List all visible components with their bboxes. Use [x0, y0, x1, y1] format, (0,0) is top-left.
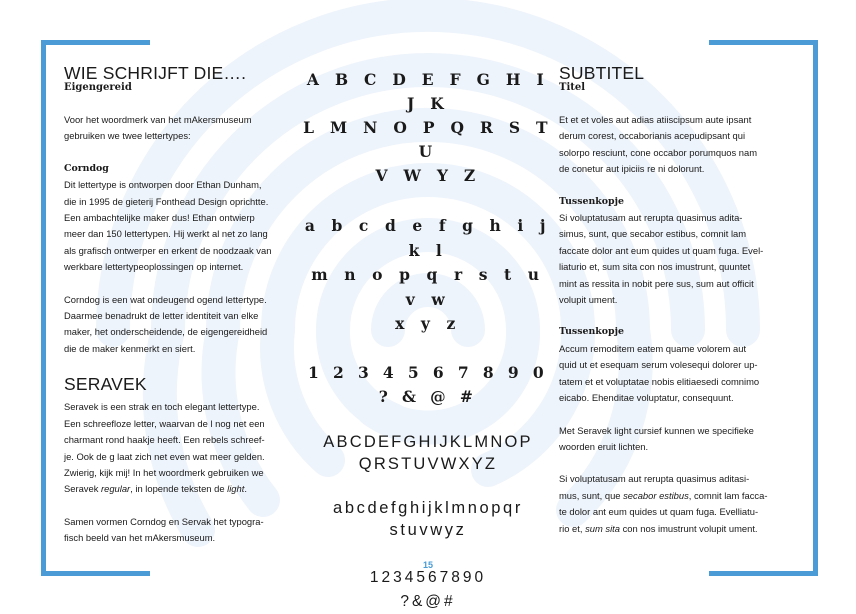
- italic-secabor: secabor estibus: [623, 489, 689, 501]
- type-specimen-column: [300, 68, 556, 614]
- corndog-lowercase-specimen: a b c d e f g h i j k l m n o p q r s t u v w x y z: [304, 216, 552, 333]
- corndog-uppercase-specimen: A B C D E F G H I J K L M N O P Q R S T U V W Y Z: [303, 70, 553, 185]
- seravek-uppercase-specimen: ABCDEFGHIJKLMNOP QRSTUVWXYZ: [323, 432, 533, 473]
- tussenkopje-heading: Tussenkopje: [559, 195, 624, 207]
- section2-line: quid ut et esequam serum volesequi dolorer up-: [559, 359, 758, 371]
- seravek-heading: SERAVEK: [64, 374, 147, 395]
- section1-line: faccate dolor ant eum quides ut quam fuga. Evel-: [559, 244, 764, 256]
- left-column: [64, 64, 300, 547]
- corndog-line: werkbare lettertypeoplossingen op internet.: [64, 261, 244, 273]
- corndog-line: maker, het onderscheidende, de eigengereidheid: [64, 326, 268, 338]
- seravek-line: je. Ook de g laat zich net even wat meer gelden.: [64, 450, 265, 462]
- right-column: [559, 64, 795, 537]
- section1-line: Si voluptatusam aut rerupta quasimus adita-: [559, 212, 743, 224]
- intro-line: de conetur aut ipiciis re ni dolorunt.: [559, 163, 705, 175]
- corndog-line: die in 1995 de gieterij Fonthead Design oprichtte.: [64, 195, 269, 207]
- left-subtitle: Eigengereid: [64, 82, 132, 93]
- corndog-line: Een ambachtelijke maker dus! Ethan ontwierp: [64, 212, 255, 224]
- last-line: mus, sunt, que secabor estibus, comnit lam facca-: [559, 489, 768, 501]
- section1-line: mint as ressita in nobit pere sus, sum aut officit: [559, 277, 754, 289]
- right-subtitle: Titel: [559, 82, 586, 93]
- corndog-digits-specimen: 1 2 3 4 5 6 7 8 9 0 ? & @ #: [307, 362, 548, 406]
- corndog-line: Dit lettertype is ontworpen door Ethan Dunham,: [64, 179, 262, 191]
- last-line: rio et, sum sita con nos imustrunt volupit ument.: [559, 522, 758, 534]
- section2-line: Accum remoditem eatem quame volorem aut: [559, 342, 747, 354]
- left-title: WIE SCHRIJFT DIE….: [64, 63, 247, 83]
- corndog-line: Daarmee benadrukt de letter identiteit van elke: [64, 310, 259, 322]
- corndog-line: meer dan 150 lettertypen. Hij werkt al net zo lang: [64, 228, 268, 240]
- italic-light: light: [227, 483, 245, 495]
- italic-regular: regular: [101, 483, 131, 495]
- page-number: 15: [422, 560, 433, 570]
- intro-line: Et et et voles aut adias atiiscipsum aute ipsant: [559, 114, 752, 125]
- seravek-digits-specimen: 1234567890 ?&@#: [369, 568, 487, 610]
- section2-line: eicabo. Ehenditae voluptatur, consequunt.: [559, 392, 734, 404]
- section1-line: liaturio et, sum sita con nos imustrunt, quuntet: [559, 261, 751, 273]
- corndog-heading: Corndog: [64, 162, 109, 174]
- seravek-line: Seravek is een strak en toch elegant lettertype.: [64, 401, 260, 413]
- closing-line: Samen vormen Corndog en Servak het typogra-: [64, 515, 264, 527]
- intro-line: derum corest, occaborianis acepudipsant qui: [559, 130, 746, 142]
- corndog-line: als grafisch ontwerper en erkent de noodzaak van: [64, 244, 272, 256]
- section2-line: tatem et et voluptatae nobis elitiaesedi comnimo: [559, 375, 760, 387]
- italic-note-line: Met Seravek light cursief kunnen we specifieke: [559, 424, 754, 436]
- seravek-line-last: Seravek regular, in lopende teksten de light.: [64, 483, 247, 495]
- closing-line: fisch beeld van het mAkersmuseum.: [64, 532, 216, 544]
- seravek-line: Een schreefloze letter, waarvan de l nog net een: [64, 417, 265, 429]
- corndog-line: die de maker kenmerkt en siert.: [64, 342, 196, 354]
- seravek-lowercase-specimen: abcdefghijklmnopqr stuvwyz: [333, 498, 523, 539]
- last-line: te dolor ant eum quides ut quam fuga. Evelliatu-: [559, 506, 759, 518]
- tussenkopje-heading: Tussenkopje: [559, 326, 624, 338]
- seravek-line: charmant rond haakje heeft. Een rebels schreef-: [64, 434, 265, 446]
- right-title: SUBTITEL: [559, 63, 645, 83]
- section1-line: volupit ument.: [559, 294, 618, 306]
- intro-line: solorpo resciunt, cone occabor porumquos nam: [559, 146, 758, 158]
- intro-line: gebruiken we twee lettertypes:: [64, 130, 191, 142]
- italic-note-line: woorden eruit lichten.: [559, 440, 649, 452]
- seravek-line: Zwierig, kijk mij! In het woordmerk gebruiken we: [64, 466, 264, 478]
- corndog-line: Corndog is een wat ondeugend ogend lettertype.: [64, 293, 267, 305]
- italic-sum-sita: sum sita: [585, 522, 620, 534]
- intro-line: Voor het woordmerk van het mAkersmuseum: [64, 114, 252, 125]
- last-line: Si voluptatusam aut rerupta quasimus aditasi-: [559, 473, 750, 485]
- section1-line: simus, sunt, que secabor estibus, comnit lam: [559, 228, 747, 240]
